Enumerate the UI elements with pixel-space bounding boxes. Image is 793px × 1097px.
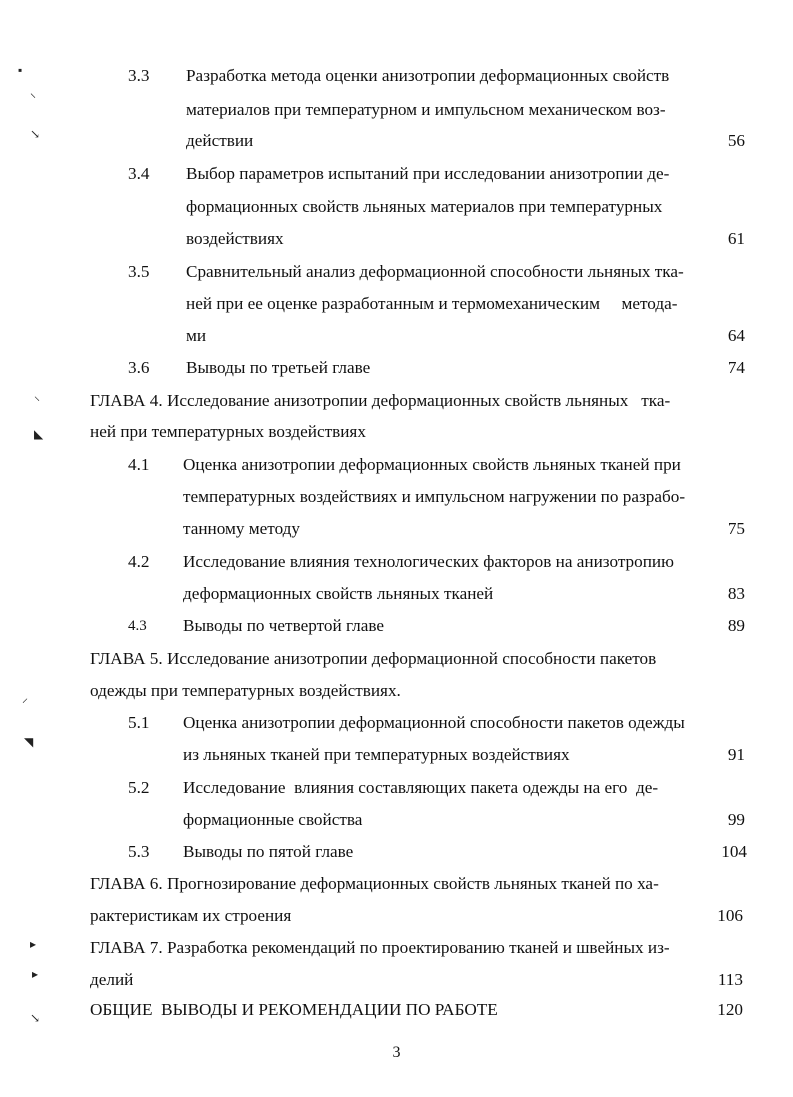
toc-chapter-4 (0, 387, 793, 415)
chapter-title-line: ГЛАВА 6. Прогнозирование деформационных свойств льняных тканей по ха- (90, 874, 659, 893)
page-ref: 75 (727, 519, 745, 538)
entry-title-line: ми (186, 326, 207, 345)
conclusions-title: ОБЩИЕ ВЫВОДЫ И РЕКОМЕНДАЦИИ ПО РАБОТЕ (90, 1000, 498, 1019)
toc-entry-3-3 (0, 62, 793, 90)
entry-title-line: Разработка метода оценки анизотропии деформационных свойств (186, 66, 670, 85)
toc-chapter-7 (0, 934, 793, 962)
section-number: 5.1 (128, 713, 150, 732)
toc-chapter-7-end (0, 966, 793, 994)
toc-entry-3-3-cont (0, 96, 793, 124)
entry-title-line: Оценка анизотропии деформационной способности пакетов одежды (183, 713, 685, 732)
section-number: 3.3 (128, 66, 150, 85)
chapter-title-line: рактеристикам их строения (90, 906, 292, 925)
scan-speck: ▸ (30, 937, 37, 951)
page-ref: 64 (727, 326, 745, 345)
toc-entry-4-3 (0, 612, 793, 640)
entry-title-line: деформационных свойств льняных тканей (183, 584, 494, 603)
entry-title-line: ней при ее оценке разработанным и термомеханическим метода- (186, 294, 678, 313)
page-ref: 61 (727, 229, 745, 248)
chapter-title-line: одежды при температурных воздействиях. (90, 681, 401, 700)
entry-title-line: танному методу (183, 519, 301, 538)
scan-speck: ⸝ (22, 691, 29, 705)
entry-title-line: формационных свойств льняных материалов при температурных (186, 197, 663, 216)
section-number: 3.4 (128, 164, 150, 183)
section-number: 3.5 (128, 262, 150, 281)
section-number: 5.2 (128, 778, 150, 797)
toc-chapter-5 (0, 645, 793, 673)
toc-entry-4-2 (0, 548, 793, 576)
scan-speck: ⸌ (30, 91, 37, 105)
scan-speck: ◣ (34, 427, 44, 441)
entry-title-line: воздействиях (186, 229, 284, 248)
toc-entry-3-4-end (0, 225, 793, 253)
toc-general-conclusions (0, 996, 793, 1024)
page-ref: 74 (727, 358, 745, 377)
toc-chapter-4-cont (0, 418, 793, 446)
scan-speck: ▸ (32, 967, 39, 981)
page-ref: 91 (727, 745, 745, 764)
toc-chapter-6-end (0, 902, 793, 930)
chapter-title-line: ней при температурных воздействиях (90, 422, 366, 441)
toc-chapter-6 (0, 870, 793, 898)
toc-entry-5-3 (0, 838, 793, 866)
page-ref: 99 (727, 810, 745, 829)
entry-title-line: формационные свойства (183, 810, 363, 829)
page-ref: 56 (727, 131, 745, 150)
section-number: 4.1 (128, 455, 150, 474)
entry-title-line: Выводы по пятой главе (183, 842, 354, 861)
toc-entry-3-5-end (0, 322, 793, 350)
toc-entry-3-4-cont (0, 193, 793, 221)
toc-entry-4-1 (0, 451, 793, 479)
scan-speck: ◥ (24, 735, 34, 749)
toc-entry-4-1-end (0, 515, 793, 543)
page-ref: 89 (727, 616, 745, 635)
entry-title-line: Оценка анизотропии деформационных свойств льняных тканей при (183, 455, 681, 474)
section-number: 3.6 (128, 358, 150, 377)
entry-title-line: Выводы по четвертой главе (183, 616, 384, 635)
toc-entry-3-4 (0, 160, 793, 188)
chapter-title-line: делий (90, 970, 134, 989)
toc-entry-4-1-cont (0, 483, 793, 511)
entry-title-line: Сравнительный анализ деформационной способности льняных тка- (186, 262, 684, 281)
scan-speck: ⸜ (34, 389, 41, 403)
toc-entry-4-2-end (0, 580, 793, 608)
page-ref: 120 (717, 1000, 743, 1019)
chapter-title-line: ГЛАВА 5. Исследование анизотропии деформационной способности пакетов (90, 649, 657, 668)
scan-speck: ▪ (18, 63, 23, 77)
entry-title-line: Выбор параметров испытаний при исследовании анизотропии де- (186, 164, 670, 183)
page-number: 3 (392, 1044, 401, 1061)
page-ref: 83 (727, 584, 745, 603)
page-ref: 104 (721, 842, 747, 861)
chapter-title-line: ГЛАВА 7. Разработка рекомендаций по проектированию тканей и швейных из- (90, 938, 670, 957)
section-number: 5.3 (128, 842, 150, 861)
toc-entry-3-6 (0, 354, 793, 382)
toc-chapter-5-cont (0, 677, 793, 705)
page-ref: 113 (717, 970, 743, 989)
entry-title-line: Исследование влияния технологических факторов на анизотропию (183, 552, 674, 571)
chapter-title-line: ГЛАВА 4. Исследование анизотропии деформационных свойств льняных тка- (90, 391, 671, 410)
toc-entry-3-5-cont (0, 290, 793, 318)
section-number: 4.3 (128, 618, 147, 634)
entry-title-line: Выводы по третьей главе (186, 358, 371, 377)
entry-title-line: Исследование влияния составляющих пакета одежды на его де- (183, 778, 659, 797)
toc-entry-5-1 (0, 709, 793, 737)
entry-title-line: материалов при температурном и импульсном механическом воз- (186, 100, 666, 119)
entry-title-line: действии (186, 131, 254, 150)
page-ref: 106 (717, 906, 743, 925)
toc-entry-5-2 (0, 774, 793, 802)
toc-entry-3-3-end (0, 127, 793, 155)
entry-title-line: температурных воздействиях и импульсном нагружении по разрабо- (183, 487, 686, 506)
section-number: 4.2 (128, 552, 150, 571)
toc-entry-5-2-end (0, 806, 793, 834)
toc-entry-5-1-end (0, 741, 793, 769)
toc-entry-3-5 (0, 258, 793, 286)
scan-speck: ↘ (30, 127, 41, 141)
entry-title-line: из льняных тканей при температурных воздействиях (183, 745, 570, 764)
scan-speck: ↘ (30, 1011, 41, 1025)
